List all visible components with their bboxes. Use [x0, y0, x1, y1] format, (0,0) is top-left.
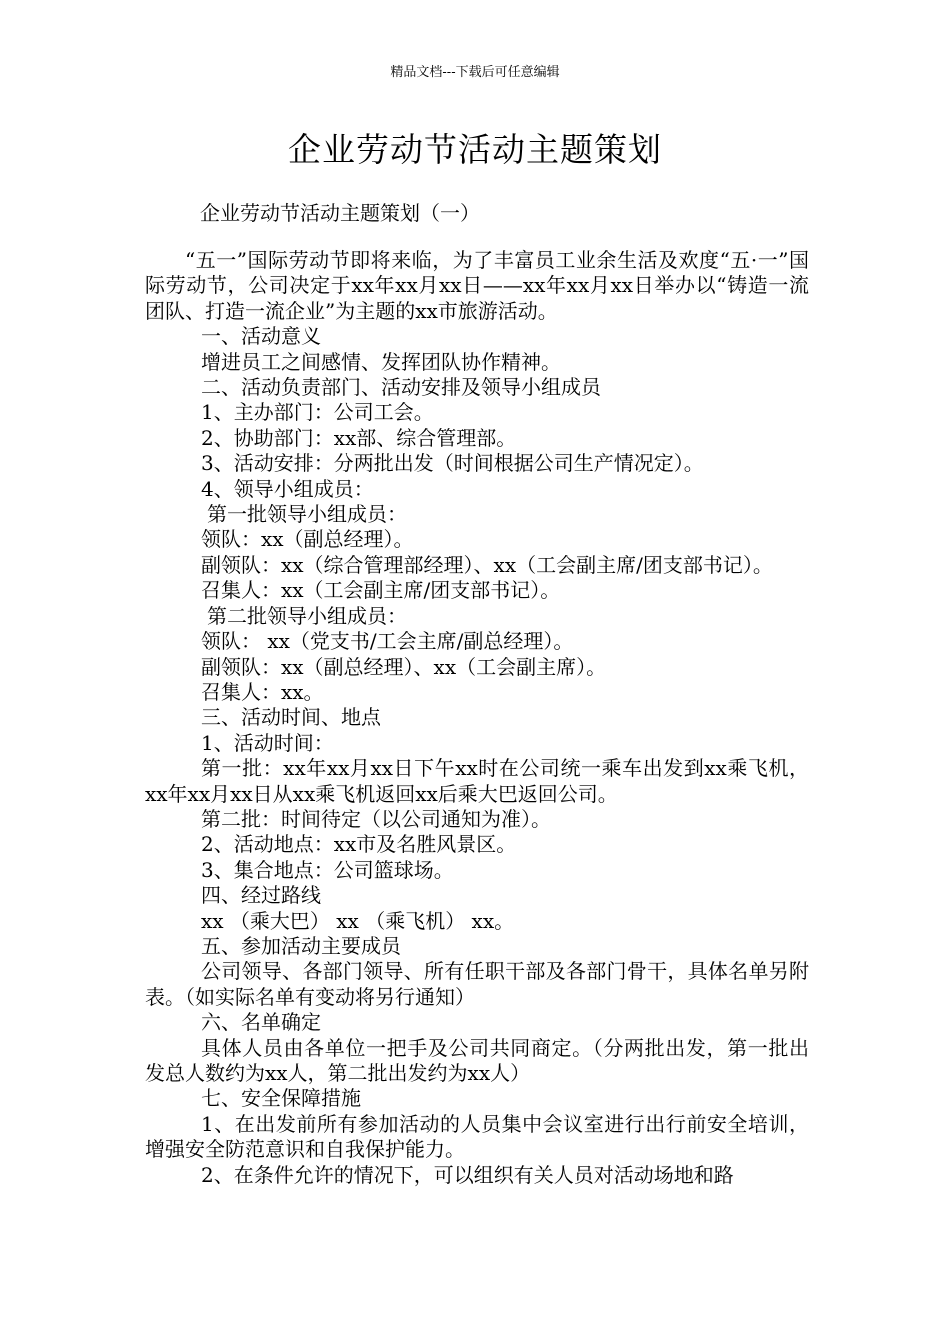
- document-body: [145, 248, 809, 1188]
- paragraph: 2、活动地点：xx市及名胜风景区。: [201, 832, 517, 857]
- heading-4: 四、经过路线: [201, 883, 321, 908]
- paragraph: 2、在条件允许的情况下，可以组织有关人员对活动场地和路: [201, 1162, 734, 1187]
- paragraph: 副领队：xx（副总经理）、xx（工会副主席）。: [201, 654, 607, 679]
- paragraph: 1、活动时间：: [201, 730, 334, 755]
- paragraph: 召集人：xx。: [201, 679, 324, 704]
- paragraph: 3、集合地点：公司篮球场。: [201, 857, 454, 882]
- heading-3: 三、活动时间、地点: [201, 705, 381, 730]
- heading-1: 一、活动意义: [201, 324, 321, 349]
- paragraph-intro: “五一”国际劳动节即将来临，为了丰富员工业余生活及欢度“五·一”国际劳动节，公司决定于xx年xx月xx日——xx年xx月xx日举办以“铸造一流团队、打造一流企业”为主题的xx市旅游活动。: [145, 248, 809, 323]
- paragraph: 增进员工之间感情、发挥团队协作精神。: [201, 349, 561, 374]
- paragraph: 1、主办部门：公司工会。: [201, 400, 434, 425]
- paragraph: 领队：xx（副总经理）。: [201, 527, 414, 552]
- paragraph: 4、领导小组成员：: [201, 476, 374, 501]
- heading-7: 七、安全保障措施: [201, 1086, 361, 1111]
- heading-6: 六、名单确定: [201, 1010, 321, 1035]
- paragraph: 第一批：xx年xx月xx日下午xx时在公司统一乘车出发到xx乘飞机，xx年xx月xx日从xx乘飞机返回xx后乘大巴返回公司。: [145, 756, 809, 806]
- paragraph: 公司领导、各部门领导、所有任职干部及各部门骨干，具体名单另附表。（如实际名单有变动将另行通知）: [145, 959, 809, 1009]
- paragraph: 2、协助部门：xx部、综合管理部。: [201, 425, 517, 450]
- document-title: 企业劳动节活动主题策划: [288, 130, 662, 169]
- heading-2: 二、活动负责部门、活动安排及领导小组成员: [201, 375, 601, 400]
- paragraph: 第二批领导小组成员：: [207, 603, 407, 628]
- section-subtitle: 企业劳动节活动主题策划（一）: [200, 201, 480, 225]
- paragraph: 第一批领导小组成员：: [207, 502, 407, 527]
- paragraph: 副领队：xx（综合管理部经理）、xx（工会副主席/团支部书记）。: [201, 552, 773, 577]
- paragraph: 具体人员由各单位一把手及公司共同商定。（分两批出发，第一批出发总人数约为xx人，第二批出发约为xx人）: [145, 1035, 809, 1085]
- page-header: 精品文档---下载后可任意编辑: [390, 65, 560, 80]
- paragraph: 召集人：xx（工会副主席/团支部书记）。: [201, 578, 561, 603]
- paragraph: 领队： xx（党支书/工会主席/副总经理）。: [201, 629, 574, 654]
- paragraph: 1、在出发前所有参加活动的人员集中会议室进行出行前安全培训，增强安全防范意识和自我保护能力。: [145, 1111, 809, 1162]
- paragraph: 第二批：时间待定（以公司通知为准）。: [201, 806, 551, 831]
- paragraph: xx （乘大巴） xx （乘飞机） xx。: [201, 908, 515, 933]
- heading-5: 五、参加活动主要成员: [201, 933, 401, 958]
- paragraph: 3、活动安排：分两批出发（时间根据公司生产情况定）。: [201, 451, 704, 476]
